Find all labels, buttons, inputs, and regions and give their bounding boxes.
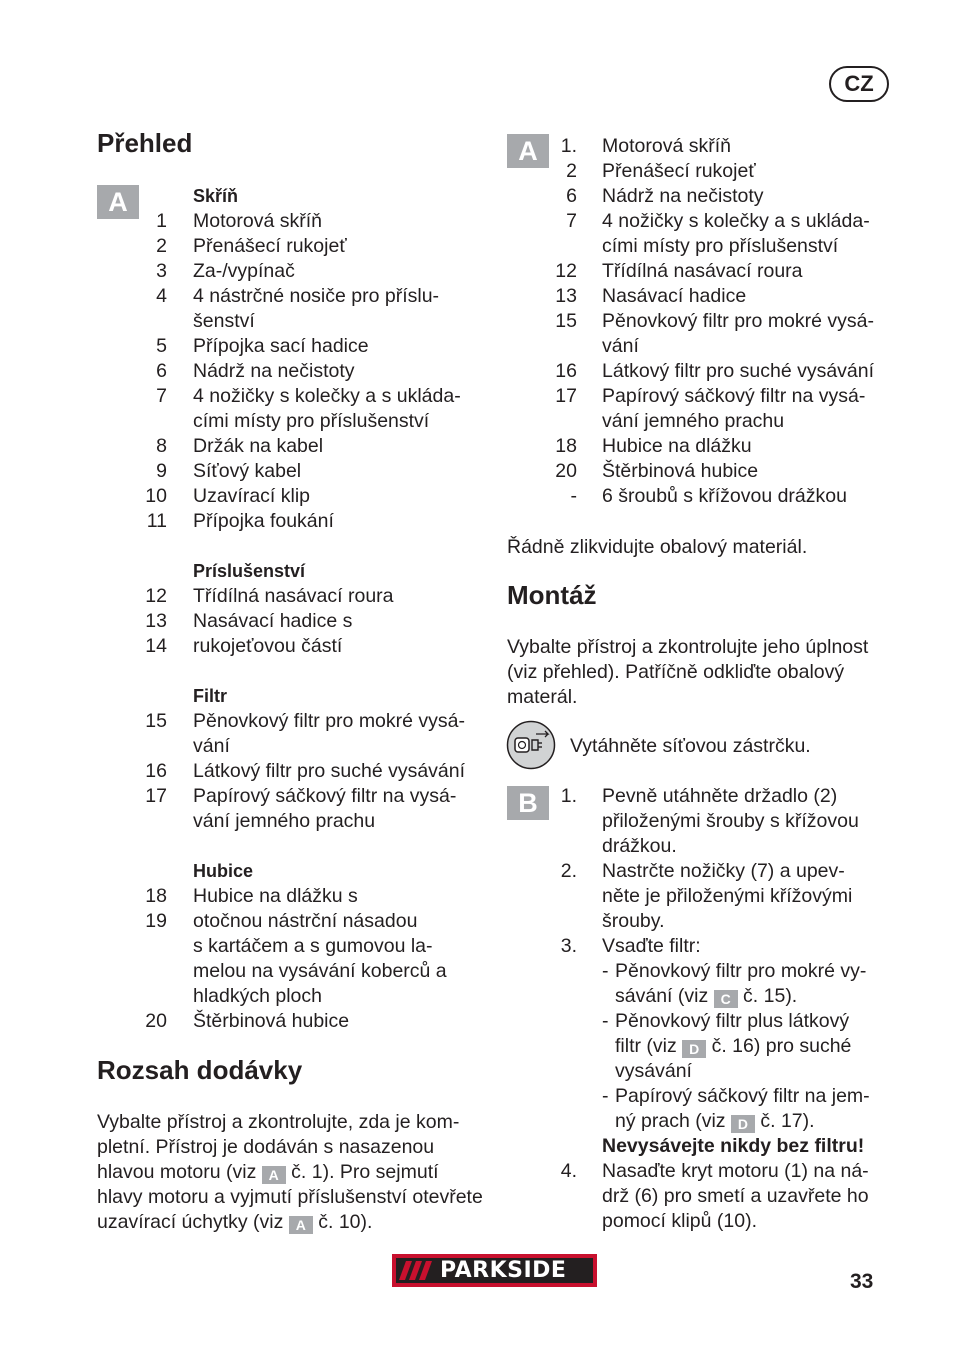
item-text: Papírový sáčkový filtr na vysá- vání jemného prachu: [193, 785, 457, 832]
item-number: 10: [145, 485, 167, 507]
list-item: [541, 184, 874, 209]
step-3: 3. Vsaďte filtr: - Pěnovkový filtr pro mokré vy- sávání (viz C č. 15). - Pěnovkový filtr plus látkový filtr (viz D č. 16) pro suché vysávání - Papírový sáčkový filtr na jem- ný prach (viz D č. 17). Nevysávejte nikdy bez filtru!: [560, 935, 870, 1157]
item-text: Pěnovkový filtr pro mokré vysá- vání: [193, 710, 466, 757]
item-text: Hubice na dlážku: [602, 435, 752, 457]
list-item: [541, 159, 874, 184]
item-number: 12: [145, 585, 167, 607]
unplug-instruction: Vytáhněte síťovou zástrčku.: [570, 735, 811, 757]
figure-ref-c: C: [714, 990, 738, 1008]
group-title: Skříň: [193, 186, 239, 206]
step-1: 1. Pevně utáhněte držadlo (2) přiloženými šrouby s křížovou drážkou.: [560, 785, 859, 857]
group-title: Príslušenství: [193, 561, 306, 581]
list-item: [541, 134, 874, 159]
list-item: [541, 434, 874, 459]
item-number: 19: [145, 910, 167, 932]
logo-stripes-icon: [396, 1258, 440, 1283]
dispose-note: Řádně zlikvidujte obalový materiál.: [507, 536, 808, 558]
overview-parts-list: [130, 184, 465, 1034]
list-item: [541, 359, 874, 384]
item-number: 13: [555, 285, 577, 307]
figure-letter-a: A: [97, 185, 139, 219]
group-title: Filtr: [193, 686, 227, 706]
item-number: 2: [566, 160, 577, 182]
assembly-steps: [541, 784, 870, 1234]
item-text: Látkový filtr pro suché vysávání: [602, 360, 875, 382]
list-item: [130, 234, 465, 259]
page-number: 33: [850, 1270, 874, 1293]
filter-option-3: - Papírový sáčkový filtr na jem- ný prach (viz D č. 17).: [602, 1085, 870, 1132]
heading-assembly: Montáž: [507, 580, 597, 610]
language-badge: CZ: [829, 66, 889, 102]
item-text: Látkový filtr pro suché vysávání: [193, 760, 466, 782]
item-text: Přenášecí rukojeť: [193, 235, 347, 257]
item-number: 16: [145, 760, 167, 782]
list-item: [130, 434, 465, 459]
item-text: 4 nožičky s kolečky a s ukláda- cími místy pro příslušenství: [193, 385, 461, 432]
list-item: [130, 484, 465, 509]
item-number: -: [570, 485, 577, 507]
item-number: 1: [156, 210, 167, 232]
item-text: Třídílná nasávací roura: [193, 585, 394, 607]
list-item: [541, 209, 874, 259]
item-number: 15: [145, 710, 167, 732]
item-number: 1.: [560, 135, 577, 157]
item-text: Štěrbinová hubice: [602, 460, 759, 482]
item-text: Štěrbinová hubice: [193, 1010, 350, 1032]
filter-warning: Nevysávejte nikdy bez filtru!: [602, 1135, 865, 1157]
item-number: 18: [555, 435, 577, 457]
item-number: 14: [145, 635, 167, 657]
item-number: 3: [156, 260, 167, 282]
item-number: 2: [156, 235, 167, 257]
item-text: Nádrž na nečistoty: [602, 185, 764, 207]
item-text: 4 nožičky s kolečky a s ukláda- cími místy pro příslušenství: [602, 210, 870, 257]
item-text: 6 šroubů s křížovou drážkou: [602, 485, 847, 507]
heading-overview: Přehled: [97, 128, 193, 158]
figure-ref-d: D: [731, 1115, 755, 1133]
item-number: 12: [555, 260, 577, 282]
item-text: Síťový kabel: [193, 460, 302, 482]
item-number: 11: [146, 510, 167, 532]
list-item: [130, 334, 465, 359]
item-number: 13: [145, 610, 167, 632]
item-number: 6: [156, 360, 167, 382]
figure-ref-a: A: [262, 1166, 286, 1184]
item-number: 17: [145, 785, 167, 807]
item-number: 15: [555, 310, 577, 332]
item-text: Za-/vypínač: [193, 260, 295, 282]
list-item: [130, 709, 465, 759]
list-item: [130, 209, 465, 234]
item-number: 20: [555, 460, 577, 482]
list-item: [541, 284, 874, 309]
item-number: 7: [156, 385, 167, 407]
figure-ref-d: D: [682, 1040, 706, 1058]
item-text: Přenášecí rukojeť: [602, 160, 756, 182]
list-item: [130, 1009, 465, 1034]
filter-option-2: - Pěnovkový filtr plus látkový filtr (viz D č. 16) pro suché vysávání: [602, 1010, 852, 1082]
item-text: 4 nástrčné nosiče pro příslu- šenství: [193, 285, 440, 332]
group-title: Hubice: [193, 861, 254, 881]
parkside-logo: PARKSIDE: [392, 1254, 597, 1287]
item-number: 16: [555, 360, 577, 382]
list-item: [130, 909, 465, 1009]
item-text: Hubice na dlážku s: [193, 885, 358, 907]
item-text: Třídílná nasávací roura: [602, 260, 803, 282]
filter-option-1: - Pěnovkový filtr pro mokré vy- sávání (viz C č. 15).: [602, 960, 867, 1007]
item-text: Papírový sáčkový filtr na vysá- vání jemného prachu: [602, 385, 866, 432]
list-item: [541, 484, 874, 509]
list-item: [541, 259, 874, 284]
item-number: 7: [566, 210, 577, 232]
assembly-intro: Vybalte přístroj a zkontrolujte jeho úplnost (viz přehled). Patříčně odkliďte obalový materál.: [507, 636, 869, 708]
heading-delivery: Rozsah dodávky: [97, 1055, 303, 1085]
list-item: [130, 459, 465, 484]
item-number: 18: [145, 885, 167, 907]
item-number: 5: [156, 335, 167, 357]
item-text: Pěnovkový filtr pro mokré vysá- vání: [602, 310, 875, 357]
step-2: 2. Nastrčte nožičky (7) a upev- něte je přiloženými křížovými šrouby.: [560, 860, 853, 932]
list-item: [130, 784, 465, 834]
item-text: Nasávací hadice s: [193, 610, 353, 632]
item-text: rukojeťovou částí: [193, 635, 343, 657]
list-item: [130, 384, 465, 434]
list-item: [130, 634, 465, 659]
item-text: Držák na kabel: [193, 435, 324, 457]
item-number: 9: [156, 460, 167, 482]
unplug-plug-icon: [506, 720, 556, 770]
list-item: [130, 584, 465, 609]
item-number: 8: [156, 435, 167, 457]
figure-letter-b: B: [507, 786, 549, 820]
delivery-paragraph: Vybalte přístroj a zkontrolujte, zda je kom- pletní. Přístroj je dodáván s nasazenou hlavou motoru (viz A č. 1). Pro sejmutí hlavy motoru a vyjmutí příslušenství otevřete uzavírací úchytky (viz A č. 10).: [97, 1111, 483, 1233]
list-item: [130, 359, 465, 384]
item-number: 4: [156, 285, 167, 307]
item-number: 20: [145, 1010, 167, 1032]
item-text: Nádrž na nečistoty: [193, 360, 355, 382]
list-item: [130, 884, 465, 909]
item-text: Uzavírací klip: [193, 485, 311, 507]
figure-letter-a-right: A: [507, 134, 549, 168]
list-item: [541, 384, 874, 434]
item-number: 6: [566, 185, 577, 207]
item-text: Nasávací hadice: [602, 285, 747, 307]
item-text: otočnou nástrční násadou s kartáčem a s gumovou la- melou na vysávání koberců a hladkých ploch: [193, 910, 447, 1007]
list-item: [541, 309, 874, 359]
item-text: Motorová skříň: [193, 210, 322, 232]
list-item: [130, 259, 465, 284]
item-text: Přípojka foukání: [193, 510, 334, 532]
step-4: 4. Nasaďte kryt motoru (1) na ná- drž (6) pro smetí a uzavřete ho pomocí klipů (10).: [560, 1160, 869, 1232]
list-item: [130, 509, 465, 534]
figure-ref-a: A: [289, 1216, 313, 1234]
list-item: [130, 284, 465, 334]
item-number: 17: [555, 385, 577, 407]
included-parts-list: [541, 134, 874, 509]
list-item: [130, 609, 465, 634]
item-text: Přípojka sací hadice: [193, 335, 369, 357]
item-text: Motorová skříň: [602, 135, 731, 157]
list-item: [541, 459, 874, 484]
list-item: [130, 759, 465, 784]
